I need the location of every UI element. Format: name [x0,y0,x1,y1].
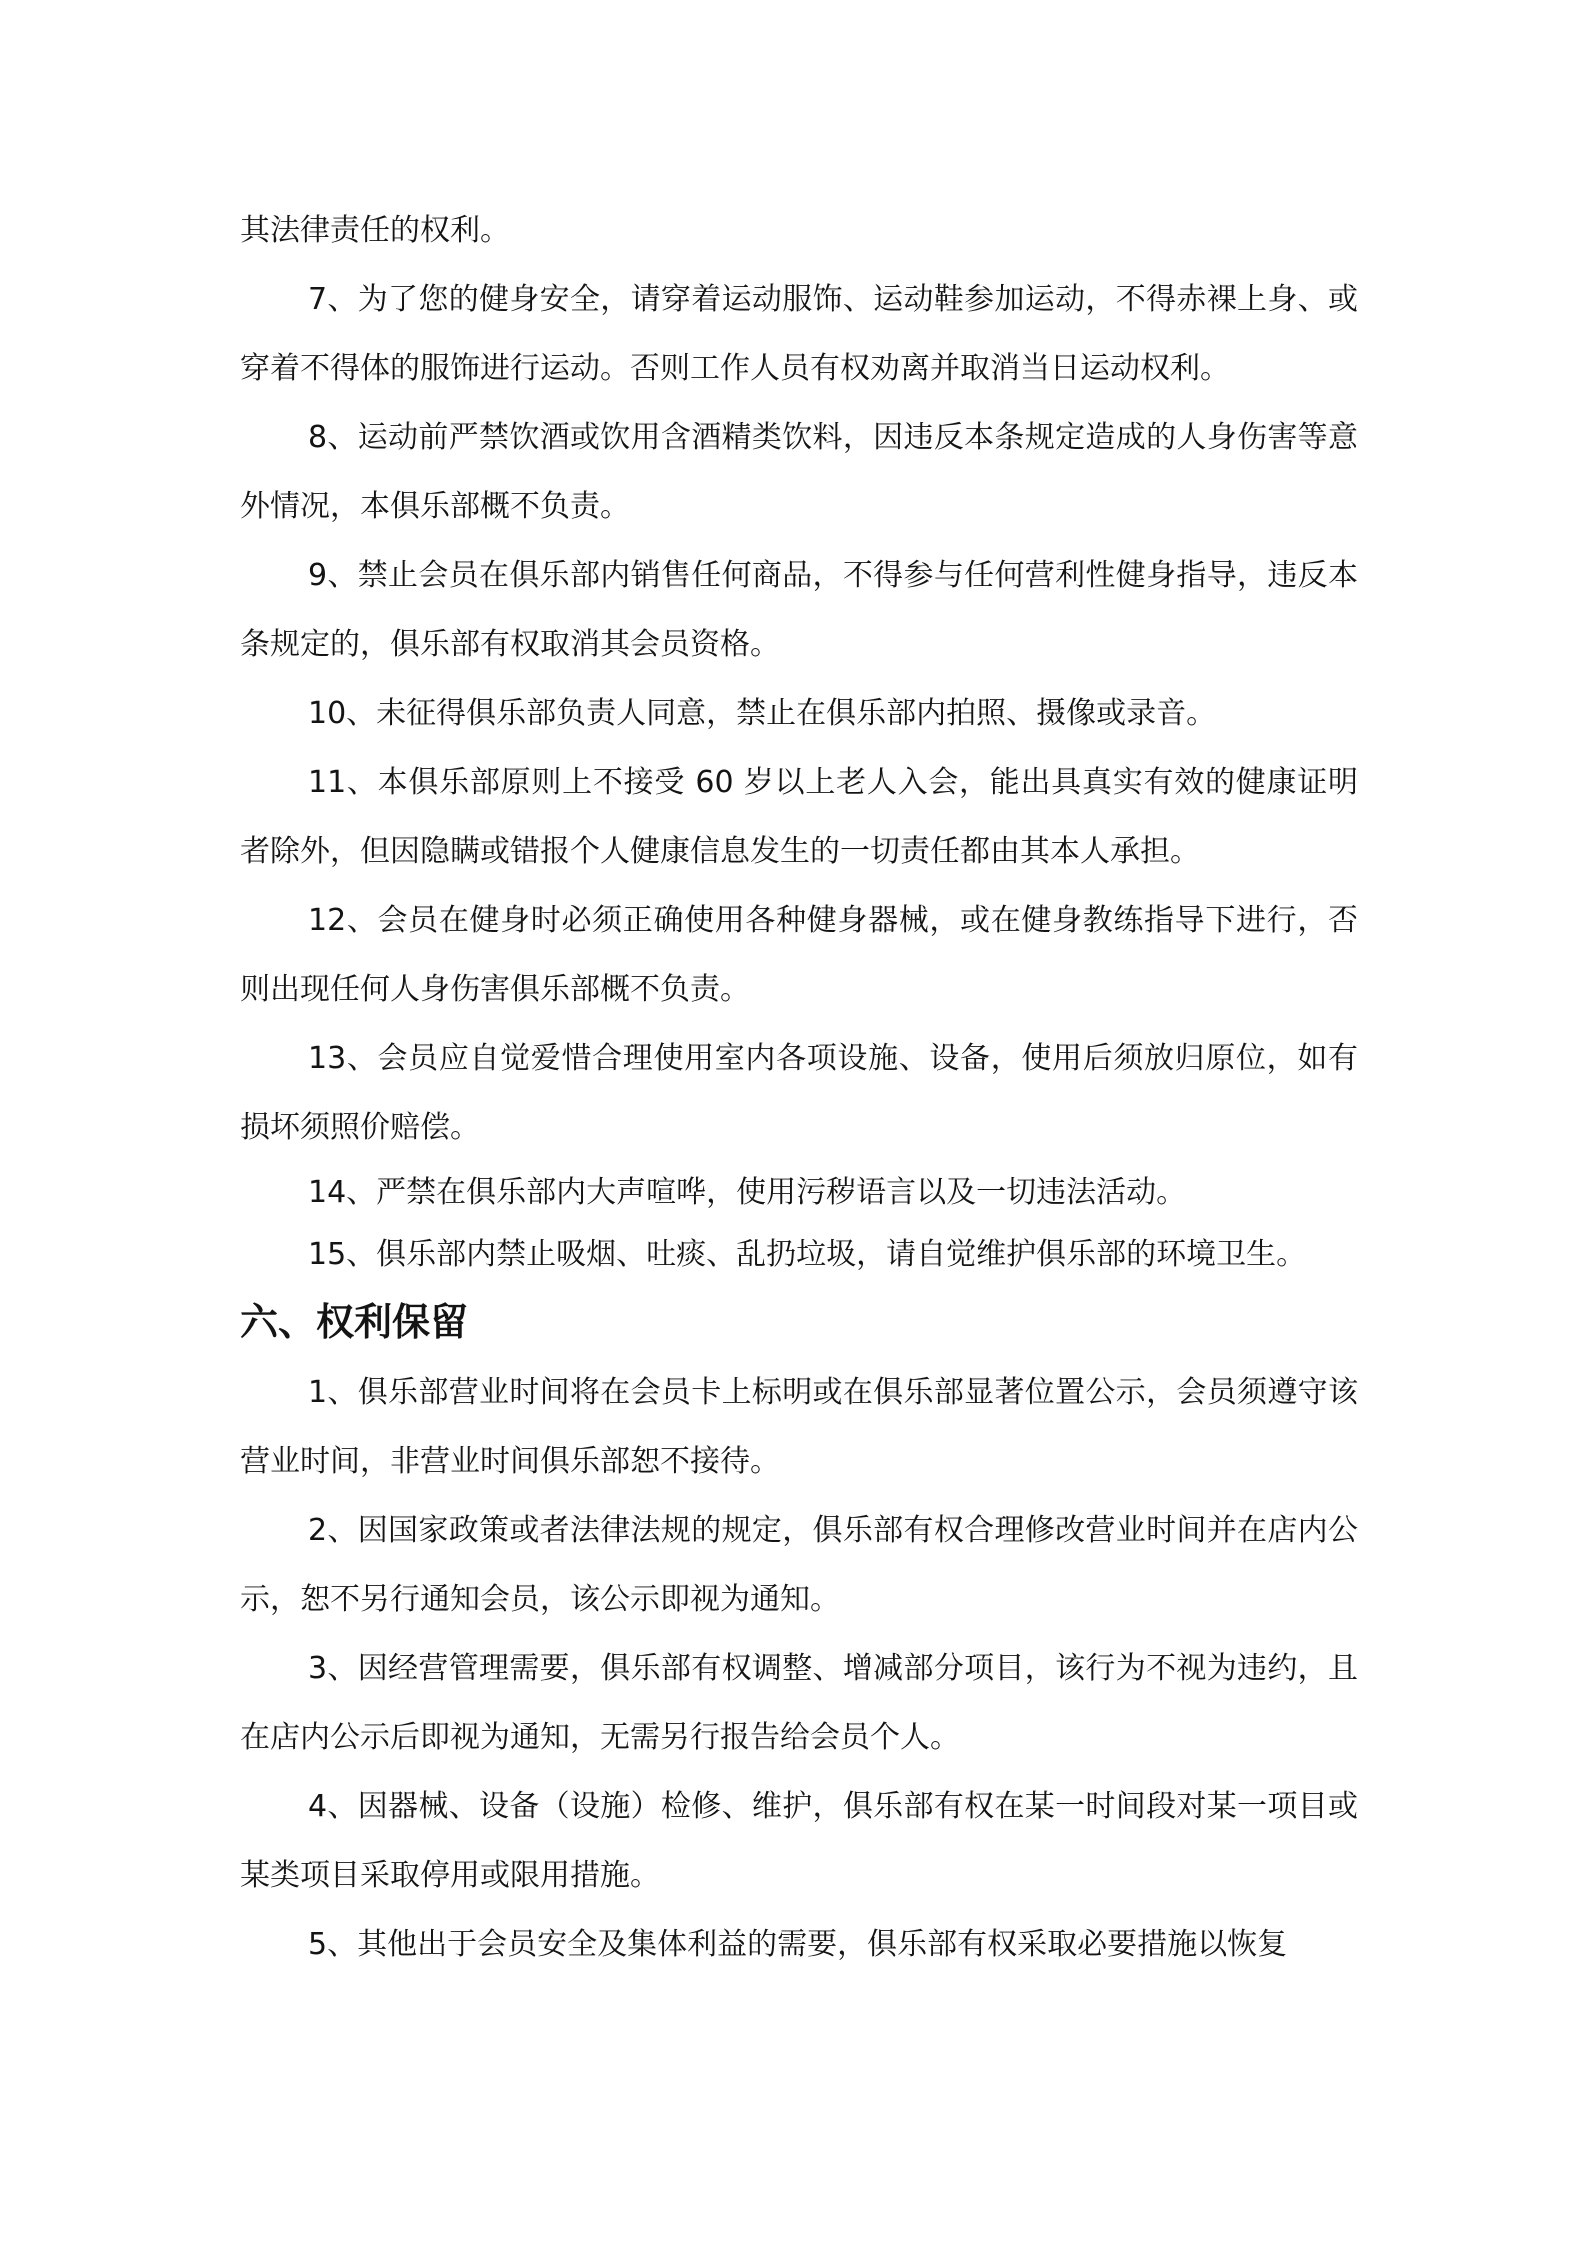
rule-12: 12、会员在健身时必须正确使用各种健身器械，或在健身教练指导下进行，否则出现任何人身伤害俱乐部概不负责。 [240,903,1358,1007]
reservation-4: 4、因器械、设备（设施）检修、维护，俱乐部有权在某一时间段对某一项目或某类项目采取停用或限用措施。 [240,1789,1358,1893]
rule-15: 15、俱乐部内禁止吸烟、吐痰、乱扔垃圾，请自觉维护俱乐部的环境卫生。 [308,1237,1307,1272]
reservation-3: 3、因经营管理需要，俱乐部有权调整、增减部分项目，该行为不视为违约，且在店内公示后即视为通知，无需另行报告给会员个人。 [240,1651,1358,1755]
rule-9: 9、禁止会员在俱乐部内销售任何商品，不得参与任何营利性健身指导，违反本条规定的，俱乐部有权取消其会员资格。 [240,558,1358,662]
rule-13: 13、会员应自觉爱惜合理使用室内各项设施、设备，使用后须放归原位，如有损坏须照价赔偿。 [240,1041,1358,1145]
rule-7: 7、为了您的健身安全，请穿着运动服饰、运动鞋参加运动，不得赤裸上身、或穿着不得体的服饰进行运动。否则工作人员有权劝离并取消当日运动权利。 [240,282,1358,386]
document-body [240,196,1358,1979]
rule-8: 8、运动前严禁饮酒或饮用含酒精类饮料，因违反本条规定造成的人身伤害等意外情况，本俱乐部概不负责。 [240,420,1358,524]
section-heading: 六、权利保留 [240,1300,469,1344]
continuation-paragraph: 其法律责任的权利。 [240,213,510,248]
rule-14: 14、严禁在俱乐部内大声喧哗，使用污秽语言以及一切违法活动。 [308,1175,1187,1210]
reservation-2: 2、因国家政策或者法律法规的规定，俱乐部有权合理修改营业时间并在店内公示，恕不另行通知会员，该公示即视为通知。 [240,1513,1358,1617]
reservation-5: 5、其他出于会员安全及集体利益的需要，俱乐部有权采取必要措施以恢复 [308,1927,1288,1962]
reservation-1: 1、俱乐部营业时间将在会员卡上标明或在俱乐部显著位置公示，会员须遵守该营业时间，非营业时间俱乐部恕不接待。 [240,1375,1358,1479]
rule-11: 11、本俱乐部原则上不接受 60 岁以上老人入会，能出具真实有效的健康证明者除外，但因隐瞒或错报个人健康信息发生的一切责任都由其本人承担。 [240,765,1358,869]
rule-10: 10、未征得俱乐部负责人同意，禁止在俱乐部内拍照、摄像或录音。 [308,696,1217,731]
